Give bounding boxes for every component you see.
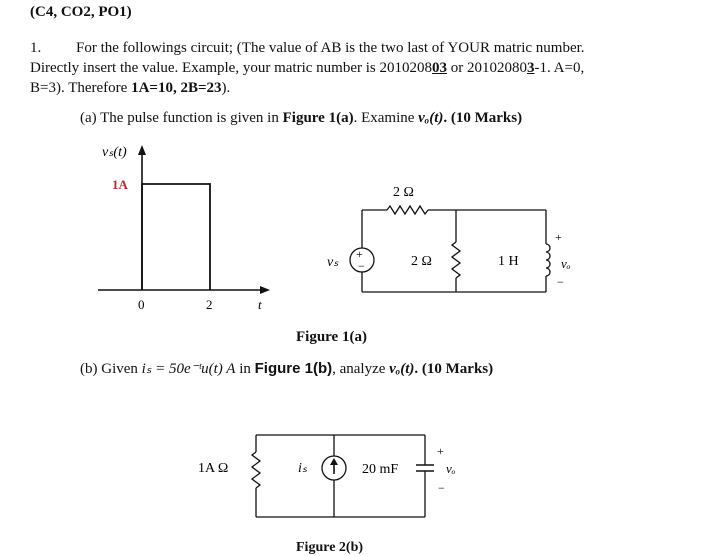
figure-1b-caption: Figure 2(b): [296, 540, 364, 555]
resistor-b-label: 1A Ω: [198, 461, 229, 476]
part-b-prefix: (b) Given: [80, 361, 142, 377]
part-b-figure-ref: Figure 1(b): [254, 360, 333, 377]
pulse-graph: [98, 145, 270, 294]
source-label: vₛ: [327, 255, 339, 270]
source-minus-sign: −: [358, 259, 365, 273]
figure-1a-caption: Figure 1(a): [296, 329, 367, 345]
pulse-waveform: [142, 184, 210, 290]
example-digits-2: 3: [526, 60, 535, 76]
question-number: 1.: [30, 40, 42, 56]
part-a-prefix: (a) The pulse function is given in: [80, 110, 283, 126]
section-header: (C4, CO2, PO1): [30, 4, 132, 20]
given-values: 1A=10, 2B=23: [131, 80, 222, 96]
inductor-coil: [546, 244, 550, 276]
source-plus-sign: +: [356, 247, 363, 261]
y-axis-arrow-icon: [138, 145, 146, 155]
series-resistor: [387, 206, 428, 214]
x-axis-arrow-icon: [260, 286, 270, 294]
current-source-label: iₛ: [298, 461, 308, 476]
part-b-mid: in: [235, 361, 255, 377]
current-arrow-icon: [330, 458, 338, 474]
question-line2a: Directly insert the value. Example, your matric number is 2010208: [30, 60, 432, 76]
pulse-tick-2: 2: [206, 297, 213, 312]
example-digits-1: 03: [431, 60, 447, 76]
question-line2b: or 20102080: [446, 60, 527, 76]
question-line3c: ).: [221, 80, 231, 96]
vout-plus-sign: +: [555, 230, 562, 244]
question-line3a: B=3). Therefore: [30, 80, 132, 96]
circuit-b: [252, 435, 434, 517]
resistor-b: [252, 452, 260, 488]
shunt-resistor-label: 2 Ω: [411, 254, 432, 269]
vout-b-label: vₒ: [446, 461, 456, 476]
part-b-marks: . (10 Marks): [414, 361, 494, 377]
vout-b-plus-sign: +: [437, 444, 444, 458]
question-line2c: -1. A=0,: [534, 60, 585, 76]
pulse-amplitude-label: 1A: [112, 177, 128, 192]
pulse-xlabel: t: [258, 297, 262, 312]
series-resistor-label: 2 Ω: [393, 185, 414, 200]
part-a-mid: . Examine: [353, 110, 419, 126]
part-a-variable: vₒ(t): [418, 110, 444, 126]
part-b-prompt: [80, 359, 493, 378]
part-a-marks: . (10 Marks): [443, 110, 523, 126]
pulse-ylabel: vₛ(t): [102, 145, 127, 160]
pulse-tick-0: 0: [138, 297, 145, 312]
part-b-variable: vₒ(t): [389, 361, 415, 377]
question-line1: For the followings circuit; (The value of AB is the two last of YOUR matric number.: [76, 40, 585, 56]
part-a-figure-ref: Figure 1(a): [282, 110, 354, 126]
circuit-a: [350, 206, 550, 292]
capacitor-label: 20 mF: [362, 462, 399, 477]
part-b-mid2: , analyze: [332, 361, 390, 377]
vout-label: vₒ: [561, 256, 571, 271]
vout-minus-sign: −: [557, 275, 564, 289]
shunt-resistor: [452, 242, 460, 278]
part-b-expression: iₛ = 50e⁻ᵗu(t) A: [141, 361, 236, 377]
inductor-label: 1 H: [498, 254, 519, 269]
vout-b-minus-sign: −: [438, 481, 445, 495]
